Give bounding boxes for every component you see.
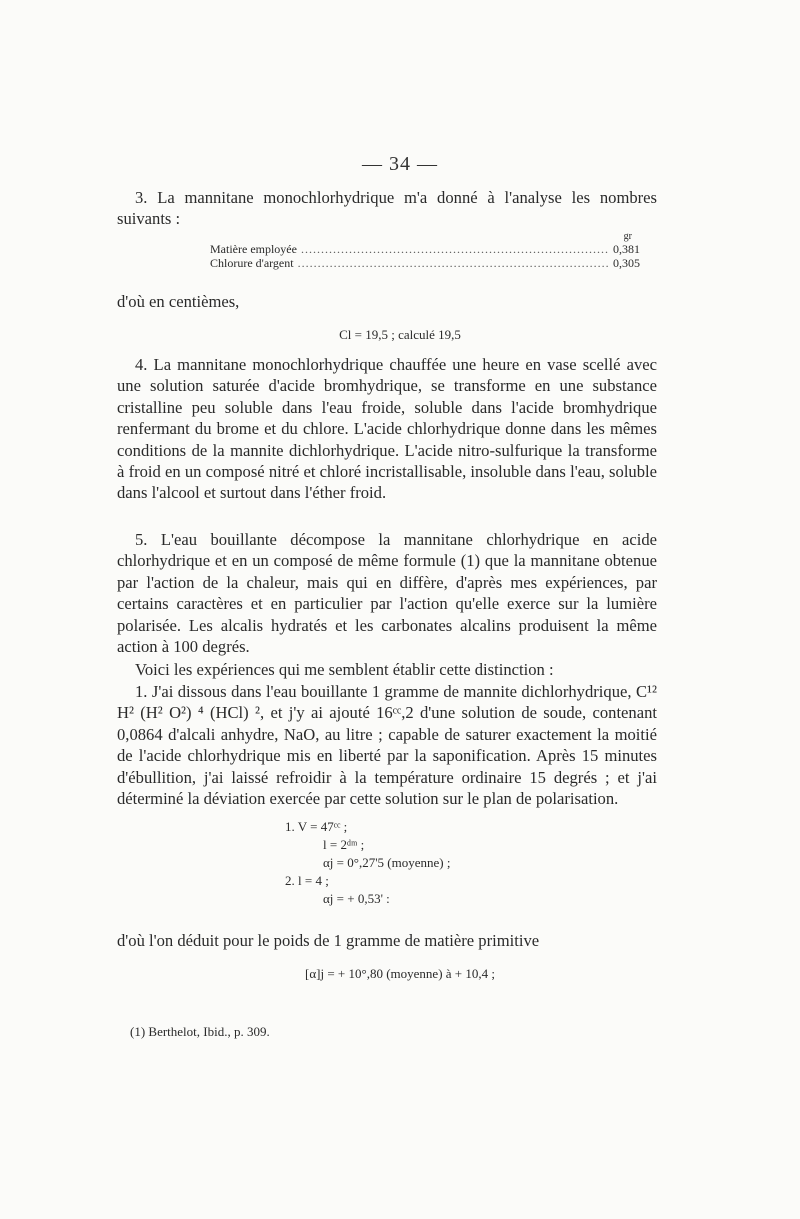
row-label: Chlorure d'argent ..... (210, 256, 609, 270)
experiment-line: αj = 0°,27'5 (moyenne) ; (323, 855, 451, 870)
paragraph-6 (117, 659, 657, 680)
paragraph-7-part1: 1. J'ai dissous dans l'eau bouillante 1 gramme de mannite dichlorhydrique, (135, 682, 636, 701)
paragraph-5-text: 5. L'eau bouillante décompose la mannitane chlorhydrique en acide chlorhydrique et en un composé de même formule (1) que la mannitane obtenue par l'action de la chaleur, mais qui en diffère, d'après mes expériences, par certains caractères et en particulier par l'action qu'elle exerce sur la lumière polarisée. Les alcalis hydratés et les carbonates alcalins produisent la même action à 100 degrés. (117, 530, 657, 657)
chemical-formula: C¹² H² (H² O²) ⁴ (HCl) ² (117, 682, 657, 723)
paragraph-7-text (117, 681, 657, 809)
paragraph-7-part2: , et j'y ai ajouté 16ᶜᶜ,2 d'une solution de soude, contenant 0,0864 d'alcali anhydre, NaO, au litre ; capable de saturer exactement la moitié de l'acide chlorhydrique mis en liberté par la saponification. Après 15 minutes d'ébullition, j'ai laissé refroidir à la température ordinaire 15 degrés ; et j'ai déterminé la déviation exercée par cette solution sur le plan de polarisation. (117, 703, 657, 809)
paragraph-6-text: Voici les expériences qui me semblent établir cette distinction : (135, 660, 554, 679)
paragraph-3-text: 3. La mannitane monochlorhydrique m'a donné à l'analyse les nombres suivants : (117, 188, 657, 229)
row-label: Matière employée ..... (210, 242, 609, 256)
experiment-line: 2. l = 4 ; (285, 873, 329, 888)
conclusion (117, 930, 657, 951)
paragraph-4-text: 4. La mannitane monochlorhydrique chauffée une heure en vase scellé avec une solution saturée d'acide bromhydrique, se transforme en une substance cristalline peu soluble dans l'eau froide, soluble dans l'acide bromhydrique renfermant du brome et du chlore. L'acide chlorhydrique donne dans les mêmes conditions de la mannite dichlorhydrique. L'acide nitro-sulfurique la transforme à froid en un composé nitré et chloré incristallisable, insoluble dans l'eau, soluble dans l'alcool et surtout dans l'éther froid. (117, 355, 657, 503)
centiemes-intro-text: d'où en centièmes, (117, 292, 240, 311)
experiment-values (285, 818, 450, 908)
row-value: 0,305 (613, 256, 640, 270)
specific-rotation-formula: [α]j = + 10°,80 (moyenne) à + 10,4 ; (305, 966, 495, 981)
footnote: (1) Berthelot, Ibid., p. 309. (130, 1024, 270, 1039)
chlorine-result: Cl = 19,5 ; calculé 19,5 (339, 327, 461, 342)
paragraph-7 (117, 681, 657, 809)
paragraph-4 (117, 354, 657, 504)
page-number: — 34 — (362, 153, 438, 175)
paragraph-3 (117, 187, 657, 230)
unit-label: gr (623, 231, 632, 242)
conclusion-text: d'où l'on déduit pour le poids de 1 gramme de matière primitive (117, 931, 540, 950)
experiment-line: 1. V = 47ᶜᶜ ; (285, 819, 348, 834)
centiemes-intro (117, 291, 657, 312)
table-row (210, 242, 640, 256)
table-row (210, 256, 640, 270)
row-value: 0,381 (613, 242, 640, 256)
analysis-table (210, 232, 640, 270)
experiment-line: αj = + 0,53' : (323, 891, 390, 906)
paragraph-5 (117, 529, 657, 657)
experiment-line: l = 2ᵈᵐ ; (323, 837, 365, 852)
